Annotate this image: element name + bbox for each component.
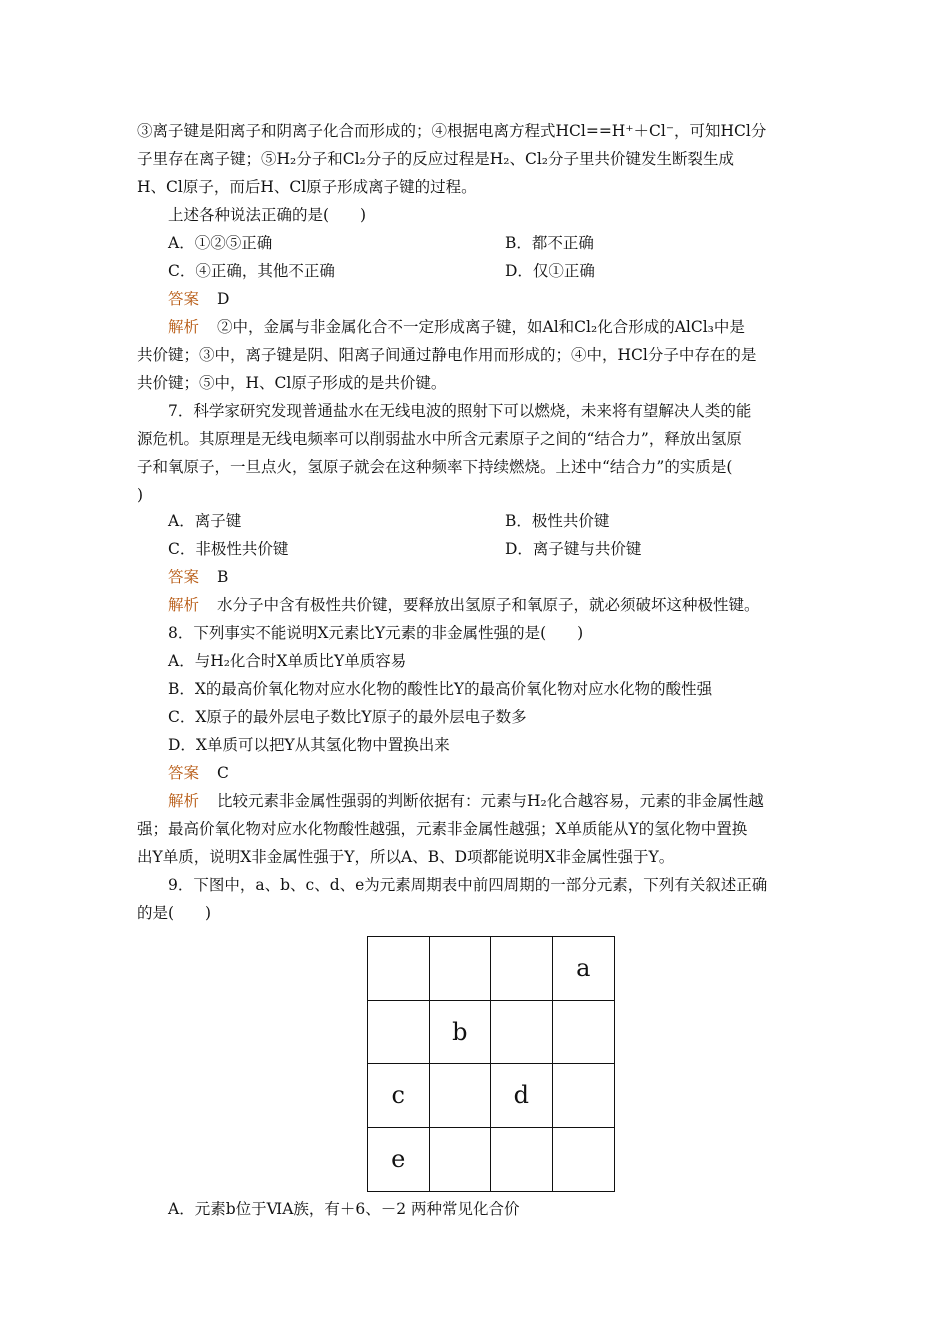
q8-option-a: A．与H₂化合时X单质比Y单质容易 xyxy=(168,652,407,670)
answer-value: D xyxy=(217,290,230,308)
grid-cell-b: b xyxy=(430,1001,492,1065)
grid-cell xyxy=(553,1001,615,1065)
q8-option-c: C．X原子的最外层电子数比Y原子的最外层电子数多 xyxy=(168,708,527,726)
grid-cell xyxy=(368,937,430,1001)
grid-cell xyxy=(491,1128,553,1192)
grid-cell xyxy=(553,1128,615,1192)
q6-stem-line-1: ③离子键是阳离子和阴离子化合而形成的；④根据电离方程式HCl==H⁺＋Cl⁻，可知HCl分 xyxy=(137,122,767,140)
grid-cell xyxy=(430,1128,492,1192)
q8-answer xyxy=(168,762,848,784)
q8-analysis-line-1 xyxy=(168,790,818,812)
q7-answer xyxy=(168,566,848,588)
q8-analysis-line-2: 强；最高价氧化物对应水化物酸性越强，元素非金属性越强；X单质能从Y的氢化物中置换 xyxy=(137,820,748,838)
q6-analysis-line-1 xyxy=(168,316,818,338)
q6-analysis-line-2: 共价键；③中，离子键是阴、阳离子间通过静电作用而形成的；④中，HCl分子中存在的是 xyxy=(137,346,757,364)
q6-option-c: C．④正确，其他不正确 xyxy=(168,262,335,280)
q6-ask: 上述各种说法正确的是( ) xyxy=(168,206,367,224)
q8-option-d: D．X单质可以把Y从其氢化物中置换出来 xyxy=(168,736,450,754)
q7-stem-line-1: 7．科学家研究发现普通盐水在无线电波的照射下可以燃烧，未来将有望解决人类的能 xyxy=(168,402,752,420)
q6-answer xyxy=(168,288,848,310)
q8-stem: 8．下列事实不能说明X元素比Y元素的非金属性强的是( ) xyxy=(168,624,584,642)
answer-value: C xyxy=(217,764,229,782)
q8-analysis-line-3: 出Y单质，说明X非金属性强于Y，所以A、B、D项都能说明X非金属性强于Y。 xyxy=(137,848,675,866)
q7-stem-line-2: 源危机。其原理是无线电频率可以削弱盐水中所含元素原子之间的“结合力”，释放出氢原 xyxy=(137,430,742,448)
grid-cell xyxy=(430,937,492,1001)
q7-stem-line-3: 子和氧原子，一旦点火，氢原子就会在这种频率下持续燃烧。上述中“结合力”的实质是( xyxy=(137,458,733,476)
grid-cell-c: c xyxy=(368,1064,430,1128)
q6-stem-line-2: 子里存在离子键；⑤H₂分子和Cl₂分子的反应过程是H₂、Cl₂分子里共价键发生断裂生成 xyxy=(137,150,735,168)
grid-cell xyxy=(491,937,553,1001)
periodic-table-fragment xyxy=(367,936,615,1192)
q7-option-d: D．离子键与共价键 xyxy=(505,540,642,558)
answer-label: 答案 xyxy=(168,568,200,586)
analysis-label: 解析 xyxy=(168,318,200,336)
grid-cell xyxy=(491,1001,553,1065)
answer-value: B xyxy=(217,568,229,586)
q7-option-b: B．极性共价键 xyxy=(505,512,610,530)
analysis-text: 比较元素非金属性强弱的判断依据有：元素与H₂化合越容易，元素的非金属性越 xyxy=(217,792,764,810)
q9-option-a: A．元素b位于ⅥA族，有＋6、－2 两种常见化合价 xyxy=(168,1200,520,1218)
q7-analysis-line-1 xyxy=(168,594,818,616)
q6-option-d: D．仅①正确 xyxy=(505,262,595,280)
q9-stem-line-1: 9．下图中，a、b、c、d、e为元素周期表中前四周期的一部分元素，下列有关叙述正确 xyxy=(168,876,768,894)
grid-cell-e: e xyxy=(368,1128,430,1192)
grid-cell-d: d xyxy=(491,1064,553,1128)
q6-analysis-line-3: 共价键；⑤中，H、Cl原子形成的是共价键。 xyxy=(137,374,447,392)
q8-option-b: B．X的最高价氧化物对应水化物的酸性比Y的最高价氧化物对应水化物的酸性强 xyxy=(168,680,713,698)
grid-cell xyxy=(368,1001,430,1065)
q6-stem-line-3: H、Cl原子，而后H、Cl原子形成离子键的过程。 xyxy=(137,178,477,196)
answer-label: 答案 xyxy=(168,764,200,782)
q6-option-a: A．①②⑤正确 xyxy=(168,234,273,252)
grid-cell-a: a xyxy=(553,937,615,1001)
grid-cell xyxy=(553,1064,615,1128)
analysis-label: 解析 xyxy=(168,792,200,810)
grid-cell xyxy=(430,1064,492,1128)
answer-label: 答案 xyxy=(168,290,200,308)
q9-stem-line-2: 的是( ) xyxy=(137,904,212,922)
q7-option-a: A．离子键 xyxy=(168,512,242,530)
analysis-label: 解析 xyxy=(168,596,200,614)
q7-stem-line-4: ) xyxy=(137,486,144,504)
q7-option-c: C．非极性共价键 xyxy=(168,540,289,558)
q6-option-b: B．都不正确 xyxy=(505,234,594,252)
analysis-text: ②中，金属与非金属化合不一定形成离子键，如Al和Cl₂化合形成的AlCl₃中是 xyxy=(217,318,745,336)
analysis-text: 水分子中含有极性共价键，要释放出氢原子和氧原子，就必须破坏这种极性键。 xyxy=(217,596,760,614)
